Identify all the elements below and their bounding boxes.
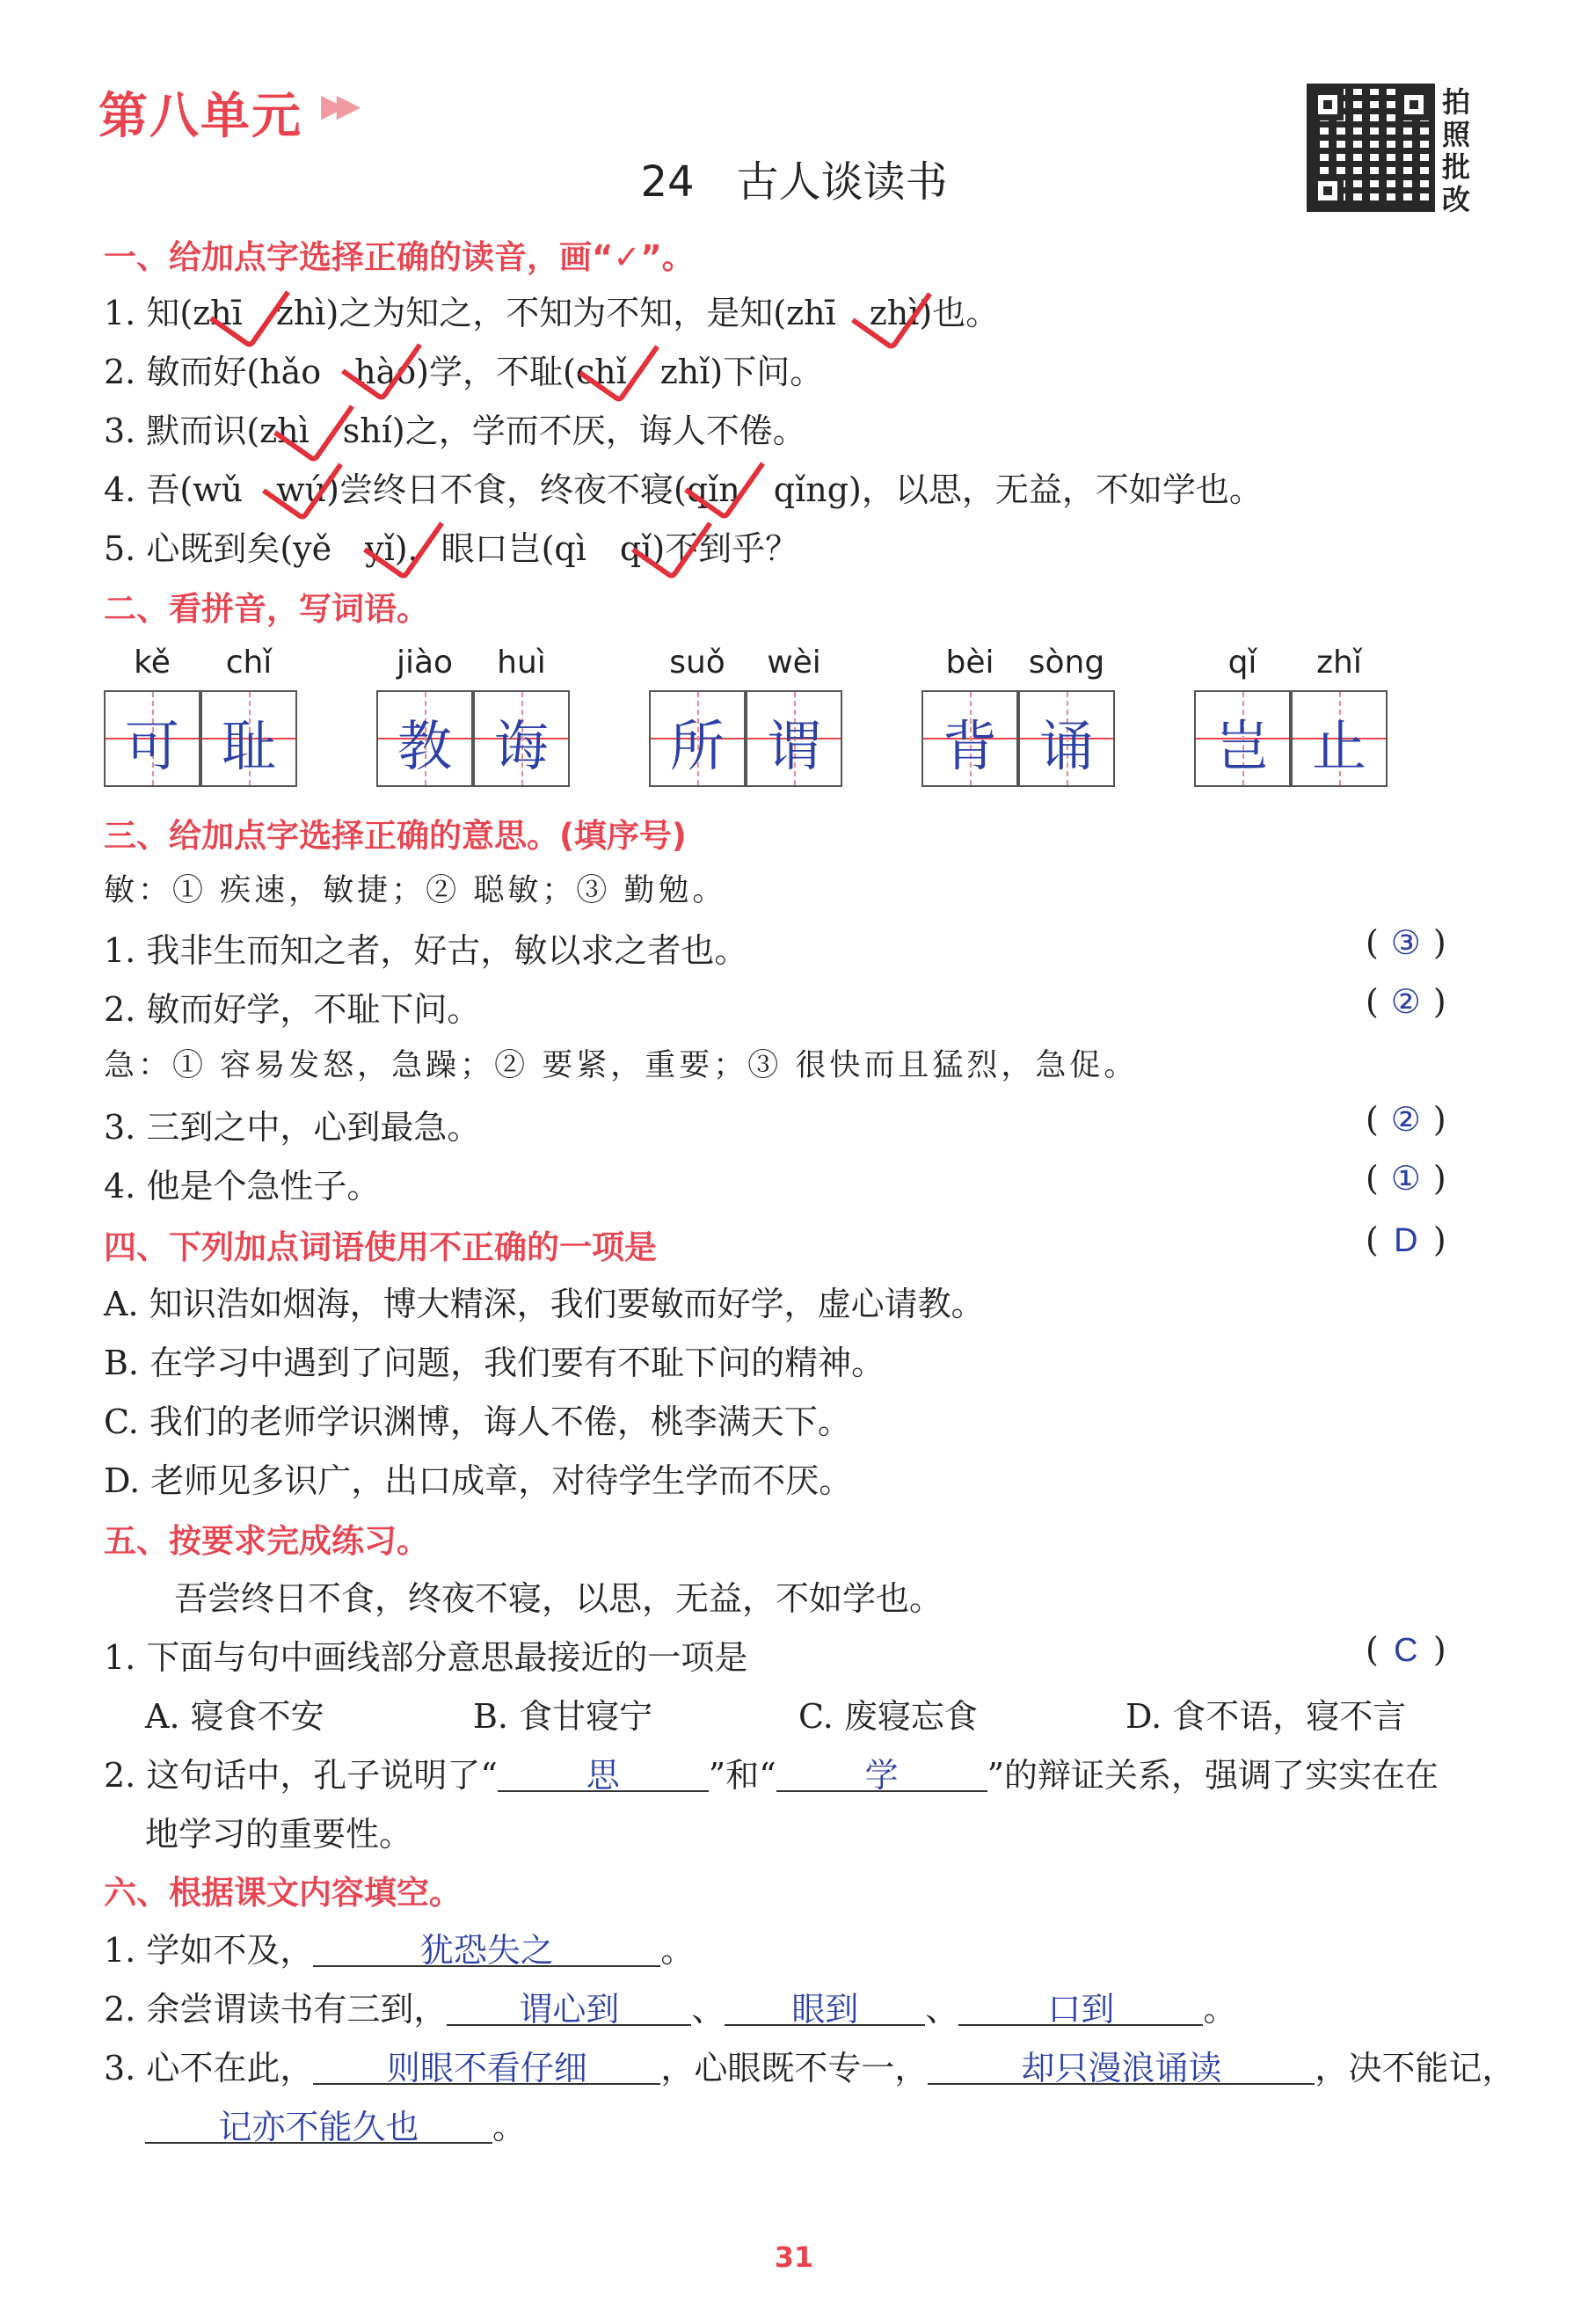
s3-answer-4: ( ① ) [1366, 1159, 1446, 1198]
blank-3a[interactable]: 则眼不看仔细 [313, 2041, 660, 2085]
character-box[interactable] [1018, 690, 1115, 787]
character-box[interactable] [921, 690, 1018, 787]
s5-question-2-cont: 地学习的重要性。 [145, 1815, 413, 1854]
pinyin-label: jiào [396, 645, 454, 681]
section-6-heading: 六、根据课文内容填空。 [104, 1874, 462, 1912]
section-5-heading: 五、按要求完成练习。 [104, 1522, 429, 1560]
page-number: 31 [774, 2240, 814, 2274]
s5-option-d: D. 食不语，寝不言 [1125, 1697, 1407, 1736]
character-answer: 背 [942, 714, 997, 778]
qr-side-label: 拍照批改 [1442, 85, 1471, 216]
blank-3b[interactable]: 却只漫浪诵读 [928, 2041, 1315, 2085]
blank-1[interactable]: 犹恐失之 [313, 1923, 660, 1967]
s3-answer-1: ( ③ ) [1366, 923, 1446, 962]
character-answer: 谓 [766, 714, 821, 778]
character-box[interactable] [746, 690, 842, 787]
s4-option-c: C. 我们的老师学识渊博，诲人不倦，桃李满天下。 [104, 1402, 851, 1441]
pinyin-label: bèi [945, 645, 994, 681]
section-4-heading: 四、下列加点词语使用不正确的一项是 [104, 1228, 657, 1266]
s5-option-b: B. 食甘寝宁 [473, 1697, 653, 1736]
section-2-heading: 二、看拼音，写词语。 [104, 590, 429, 628]
pinyin-label: kě [134, 645, 171, 681]
s4-option-d: D. 老师见多识广，出口成章，对待学生学而不厌。 [104, 1461, 853, 1500]
s4-answer: ( D ) [1366, 1220, 1446, 1259]
pinyin-label: zhǐ [1316, 645, 1362, 681]
s3-item-4: 4. 他是个急性子。 [104, 1167, 381, 1206]
pinyin-label: huì [497, 645, 546, 681]
s6-line-4: 记亦不能久也 。 [145, 2100, 526, 2148]
character-box[interactable] [1194, 690, 1291, 787]
blank-4[interactable]: 记亦不能久也 [145, 2100, 492, 2144]
definition-ji: 急：① 容易发怒，急躁；② 要紧，重要；③ 很快而且猛烈，急促。 [104, 1048, 1139, 1083]
definition-min: 敏：① 疾速，敏捷；② 聪敏；③ 勤勉。 [104, 873, 727, 908]
s4-option-a: A. 知识浩如烟海，博大精深，我们要敏而好学，虚心请教。 [104, 1285, 985, 1323]
s3-answer-3: ( ② ) [1366, 1100, 1446, 1139]
character-answer: 止 [1311, 714, 1366, 778]
s5-question-1: 1. 下面与句中画线部分意思最接近的一项是 [104, 1638, 748, 1677]
character-answer: 可 [124, 714, 179, 778]
pinyin-label: wèi [767, 645, 821, 681]
unit-arrow-icon: ▶▶ [321, 88, 353, 124]
blank-2a[interactable]: 谓心到 [447, 1982, 691, 2026]
character-answer: 诲 [493, 714, 549, 778]
s6-line-1: 1. 学如不及， 犹恐失之 。 [104, 1923, 694, 1971]
section-3-heading: 三、给加点字选择正确的意思。(填序号) [104, 817, 687, 855]
character-box[interactable] [104, 690, 200, 787]
s3-item-1: 1. 我非生而知之者，好古，敏以求之者也。 [104, 931, 748, 970]
s1-item-5: 5. 心既到矣(yě yǐ)，眼口岂(qì qǐ)不到乎？ [104, 529, 799, 568]
s3-item-3: 3. 三到之中，心到最急。 [104, 1108, 481, 1147]
s5-option-a: A. 寝食不安 [145, 1697, 324, 1736]
blank-2c[interactable]: 口到 [958, 1982, 1203, 2026]
s6-line-3: 3. 心不在此， 则眼不看仔细 ，心眼既不专一， 却只漫浪诵读 ，决不能记， [104, 2041, 1515, 2089]
pinyin-label: sòng [1028, 645, 1105, 681]
character-box[interactable] [200, 690, 297, 787]
character-answer: 教 [397, 714, 452, 778]
check-mark-icon [851, 266, 932, 351]
blank-xue[interactable]: 学 [776, 1748, 987, 1792]
s6-line-2: 2. 余尝谓读书有三到， 谓心到 、 眼到 、 口到 。 [104, 1982, 1236, 2030]
s1-item-3: 3. 默而识(zhì shí)之，学而不厌，诲人不倦。 [104, 412, 806, 450]
s5-option-c: C. 废寝忘食 [798, 1697, 978, 1736]
character-answer: 诵 [1038, 714, 1094, 778]
section-1-heading: 一、给加点字选择正确的读音，画“✓”。 [104, 238, 695, 276]
character-answer: 岂 [1214, 714, 1270, 778]
s5-answer-1: ( C ) [1366, 1630, 1446, 1669]
unit-title: 第八单元 [98, 88, 302, 145]
s1-item-4: 4. 吾(wǔ wú)尝终日不食，终夜不寝(qǐn qǐng)，以思，无益，不如学也。 [104, 470, 1263, 509]
s4-option-b: B. 在学习中遇到了问题，我们要有不耻下问的精神。 [104, 1344, 885, 1382]
character-answer: 所 [669, 714, 725, 778]
s5-quote: 吾尝终日不食，终夜不寝，以思，无益，不如学也。 [174, 1579, 943, 1618]
pinyin-label: qǐ [1227, 645, 1257, 681]
s1-item-2: 2. 敏而好(hǎo hào)学，不耻(chǐ zhǐ)下问。 [104, 353, 824, 391]
character-box[interactable] [473, 690, 570, 787]
blank-si[interactable]: 思 [498, 1748, 709, 1792]
s3-item-2: 2. 敏而好学，不耻下问。 [104, 990, 481, 1029]
character-box[interactable] [649, 690, 746, 787]
blank-2b[interactable]: 眼到 [725, 1982, 925, 2026]
s5-question-2: 2. 这句话中，孔子说明了“ 思 ”和“ 学 ”的辩证关系，强调了实实在在 [104, 1748, 1439, 1796]
character-box[interactable] [376, 690, 473, 787]
lesson-title: 24 古人谈读书 [640, 157, 948, 207]
s3-answer-2: ( ② ) [1366, 982, 1446, 1021]
character-box[interactable] [1291, 690, 1388, 787]
s1-item-1: 1. 知(zhī zhì)之为知之，不知为不知，是知(zhī zhì)也。 [104, 294, 1000, 332]
pinyin-label: suǒ [669, 645, 725, 681]
pinyin-label: chǐ [225, 645, 273, 681]
character-answer: 耻 [221, 714, 276, 778]
